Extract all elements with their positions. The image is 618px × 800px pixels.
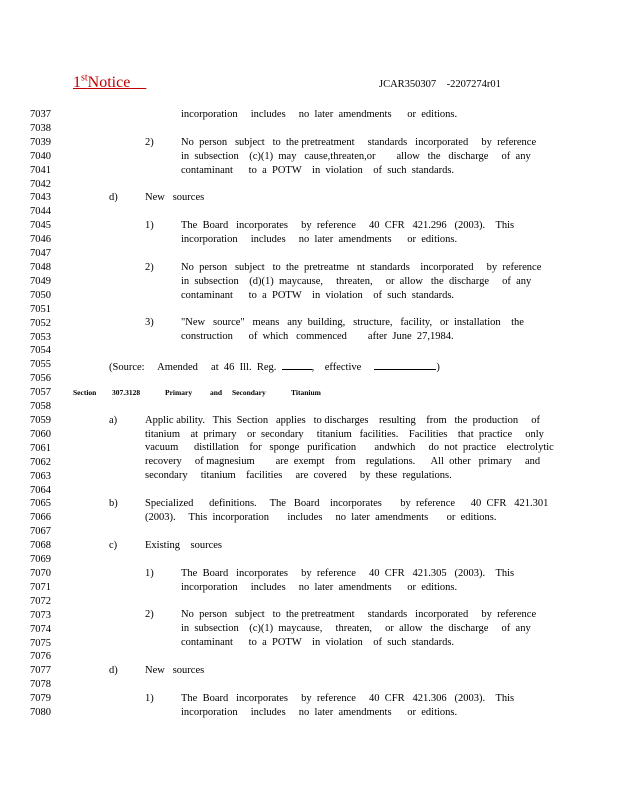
section-number: 307.3128: [112, 388, 141, 397]
blank-line: [282, 359, 312, 370]
line-number: 7043: [30, 192, 51, 204]
body-line: The Board incorporates by reference 40 CFR 421.296 (2003). This: [181, 220, 515, 231]
line-number: 7052: [30, 317, 51, 329]
body-line: secondary titanium facilities are covered by these regulations.: [145, 470, 452, 481]
line-number: 7075: [30, 637, 51, 649]
line-number: 7063: [30, 470, 51, 482]
body-line: recovery of magnesium are exempt from regulations. All other primary and: [145, 456, 541, 467]
item-marker: 1): [145, 693, 154, 704]
line-number: 7059: [30, 415, 51, 426]
item-marker: d): [109, 665, 118, 676]
blank-line: [374, 359, 436, 370]
source-note-end: ): [436, 362, 440, 373]
body-line: "New source" means any building, structure, facility, or installation the: [181, 317, 524, 328]
body-line: Applic ability. This Section applies to discharges resulting from the production of: [145, 415, 540, 426]
body-line: incorporation includes no later amendments or editions.: [181, 234, 458, 245]
line-number: 7045: [30, 220, 51, 232]
line-number: 7048: [30, 262, 51, 273]
body-line: titanium at primary or secondary titanium facilities. Facilities that practice only: [145, 429, 544, 440]
body-line: in subsection (d)(1) maycause, threaten, or allow the discharge of any: [181, 276, 532, 287]
notice-word: Notice: [87, 74, 131, 91]
line-number: 7054: [30, 345, 51, 357]
line-number: 7080: [30, 707, 51, 718]
line-number: 7040: [30, 150, 51, 162]
body-line: The Board incorporates by reference 40 CFR 421.306 (2003). This: [181, 693, 515, 704]
line-number: 7068: [30, 540, 51, 552]
line-number: 7067: [30, 526, 51, 538]
body-line: New sources: [145, 665, 205, 676]
item-marker: 1): [145, 220, 154, 231]
item-marker: b): [109, 498, 118, 509]
body-line: in subsection (c)(1) may cause,threaten,or allow the discharge of any: [181, 151, 531, 162]
source-note-middle: , effective: [311, 362, 362, 373]
line-number: 7079: [30, 693, 51, 705]
line-number: 7042: [30, 178, 51, 190]
notice-number: 1: [73, 74, 81, 91]
source-note: [109, 359, 440, 374]
body-line: (2003). This incorporation includes no later amendments or editions.: [145, 512, 497, 523]
item-marker: 2): [145, 262, 154, 273]
body-line: No person subject to the pretreatme nt standards incorporated by reference: [181, 262, 542, 273]
item-marker: d): [109, 192, 118, 203]
item-marker: 1): [145, 568, 154, 579]
body-line: incorporation includes no later amendments or editions.: [181, 582, 458, 593]
section-title-word: Titanium: [291, 388, 321, 397]
line-number: 7050: [30, 289, 51, 301]
body-line: contaminant to a POTW in violation of such standards.: [181, 637, 455, 648]
notice-label: [73, 74, 146, 92]
item-marker: 2): [145, 609, 154, 620]
body-line: construction of which commenced after June 27,1984.: [181, 331, 454, 342]
line-number: 7062: [30, 456, 51, 468]
line-number: 7064: [30, 484, 51, 496]
line-number: 7073: [30, 609, 51, 621]
line-number: 7051: [30, 303, 51, 315]
section-title-word: Secondary: [232, 388, 266, 397]
line-number: 7072: [30, 595, 51, 607]
line-number: 7071: [30, 581, 51, 593]
body-line: vacuum distillation for sponge purification andwhich do not practice electrolytic: [145, 442, 554, 453]
line-number: 7038: [30, 122, 51, 134]
body-line: incorporation includes no later amendments or editions.: [181, 109, 458, 120]
document-code: JCAR350307 -2207274r01: [379, 79, 501, 90]
section-title-word: Primary: [165, 388, 193, 397]
line-number: 7049: [30, 275, 51, 287]
item-marker: c): [109, 540, 118, 551]
body-line: No person subject to the pretreatment standards incorporated by reference: [181, 137, 537, 148]
line-number: 7078: [30, 679, 51, 691]
line-number: 7056: [30, 373, 51, 385]
item-marker: 2): [145, 137, 154, 148]
section-label: Section: [73, 388, 97, 397]
body-line: Specialized definitions. The Board incorporates by reference 40 CFR 421.301: [145, 498, 549, 509]
line-number: 7061: [30, 442, 51, 454]
line-number: 7039: [30, 136, 51, 148]
line-number: 7066: [30, 512, 51, 524]
source-note-prefix: (Source: Amended at 46 Ill. Reg.: [109, 362, 277, 373]
line-number: 7044: [30, 206, 51, 218]
line-number: 7060: [30, 428, 51, 440]
body-line: New sources: [145, 192, 205, 203]
line-number: 7058: [30, 401, 51, 412]
line-number: 7046: [30, 234, 51, 246]
line-number: 7041: [30, 164, 51, 176]
section-title-word: and: [210, 388, 223, 397]
body-line: No person subject to the pretreatment standards incorporated by reference: [181, 609, 537, 620]
item-marker: a): [109, 415, 118, 426]
body-line: contaminant to a POTW in violation of such standards.: [181, 290, 455, 301]
body-line: incorporation includes no later amendments or editions.: [181, 707, 458, 718]
line-number: 7069: [30, 554, 51, 565]
line-number: 7065: [30, 498, 51, 510]
line-number: 7053: [30, 331, 51, 343]
body-line: Existing sources: [145, 540, 222, 551]
line-number: 7074: [30, 623, 51, 635]
line-number: 7077: [30, 665, 51, 677]
body-line: The Board incorporates by reference 40 CFR 421.305 (2003). This: [181, 568, 515, 579]
line-number: 7037: [30, 109, 51, 120]
line-number: 7076: [30, 651, 51, 663]
line-number: 7057: [30, 387, 51, 399]
item-marker: 3): [145, 317, 154, 328]
notice-superscript: st: [81, 72, 88, 84]
line-number: 7055: [30, 359, 51, 371]
body-line: in subsection (c)(1) maycause, threaten, or allow the discharge of any: [181, 623, 531, 634]
body-line: contaminant to a POTW in violation of such standards.: [181, 165, 455, 176]
line-number: 7047: [30, 248, 51, 260]
line-number: 7070: [30, 567, 51, 579]
